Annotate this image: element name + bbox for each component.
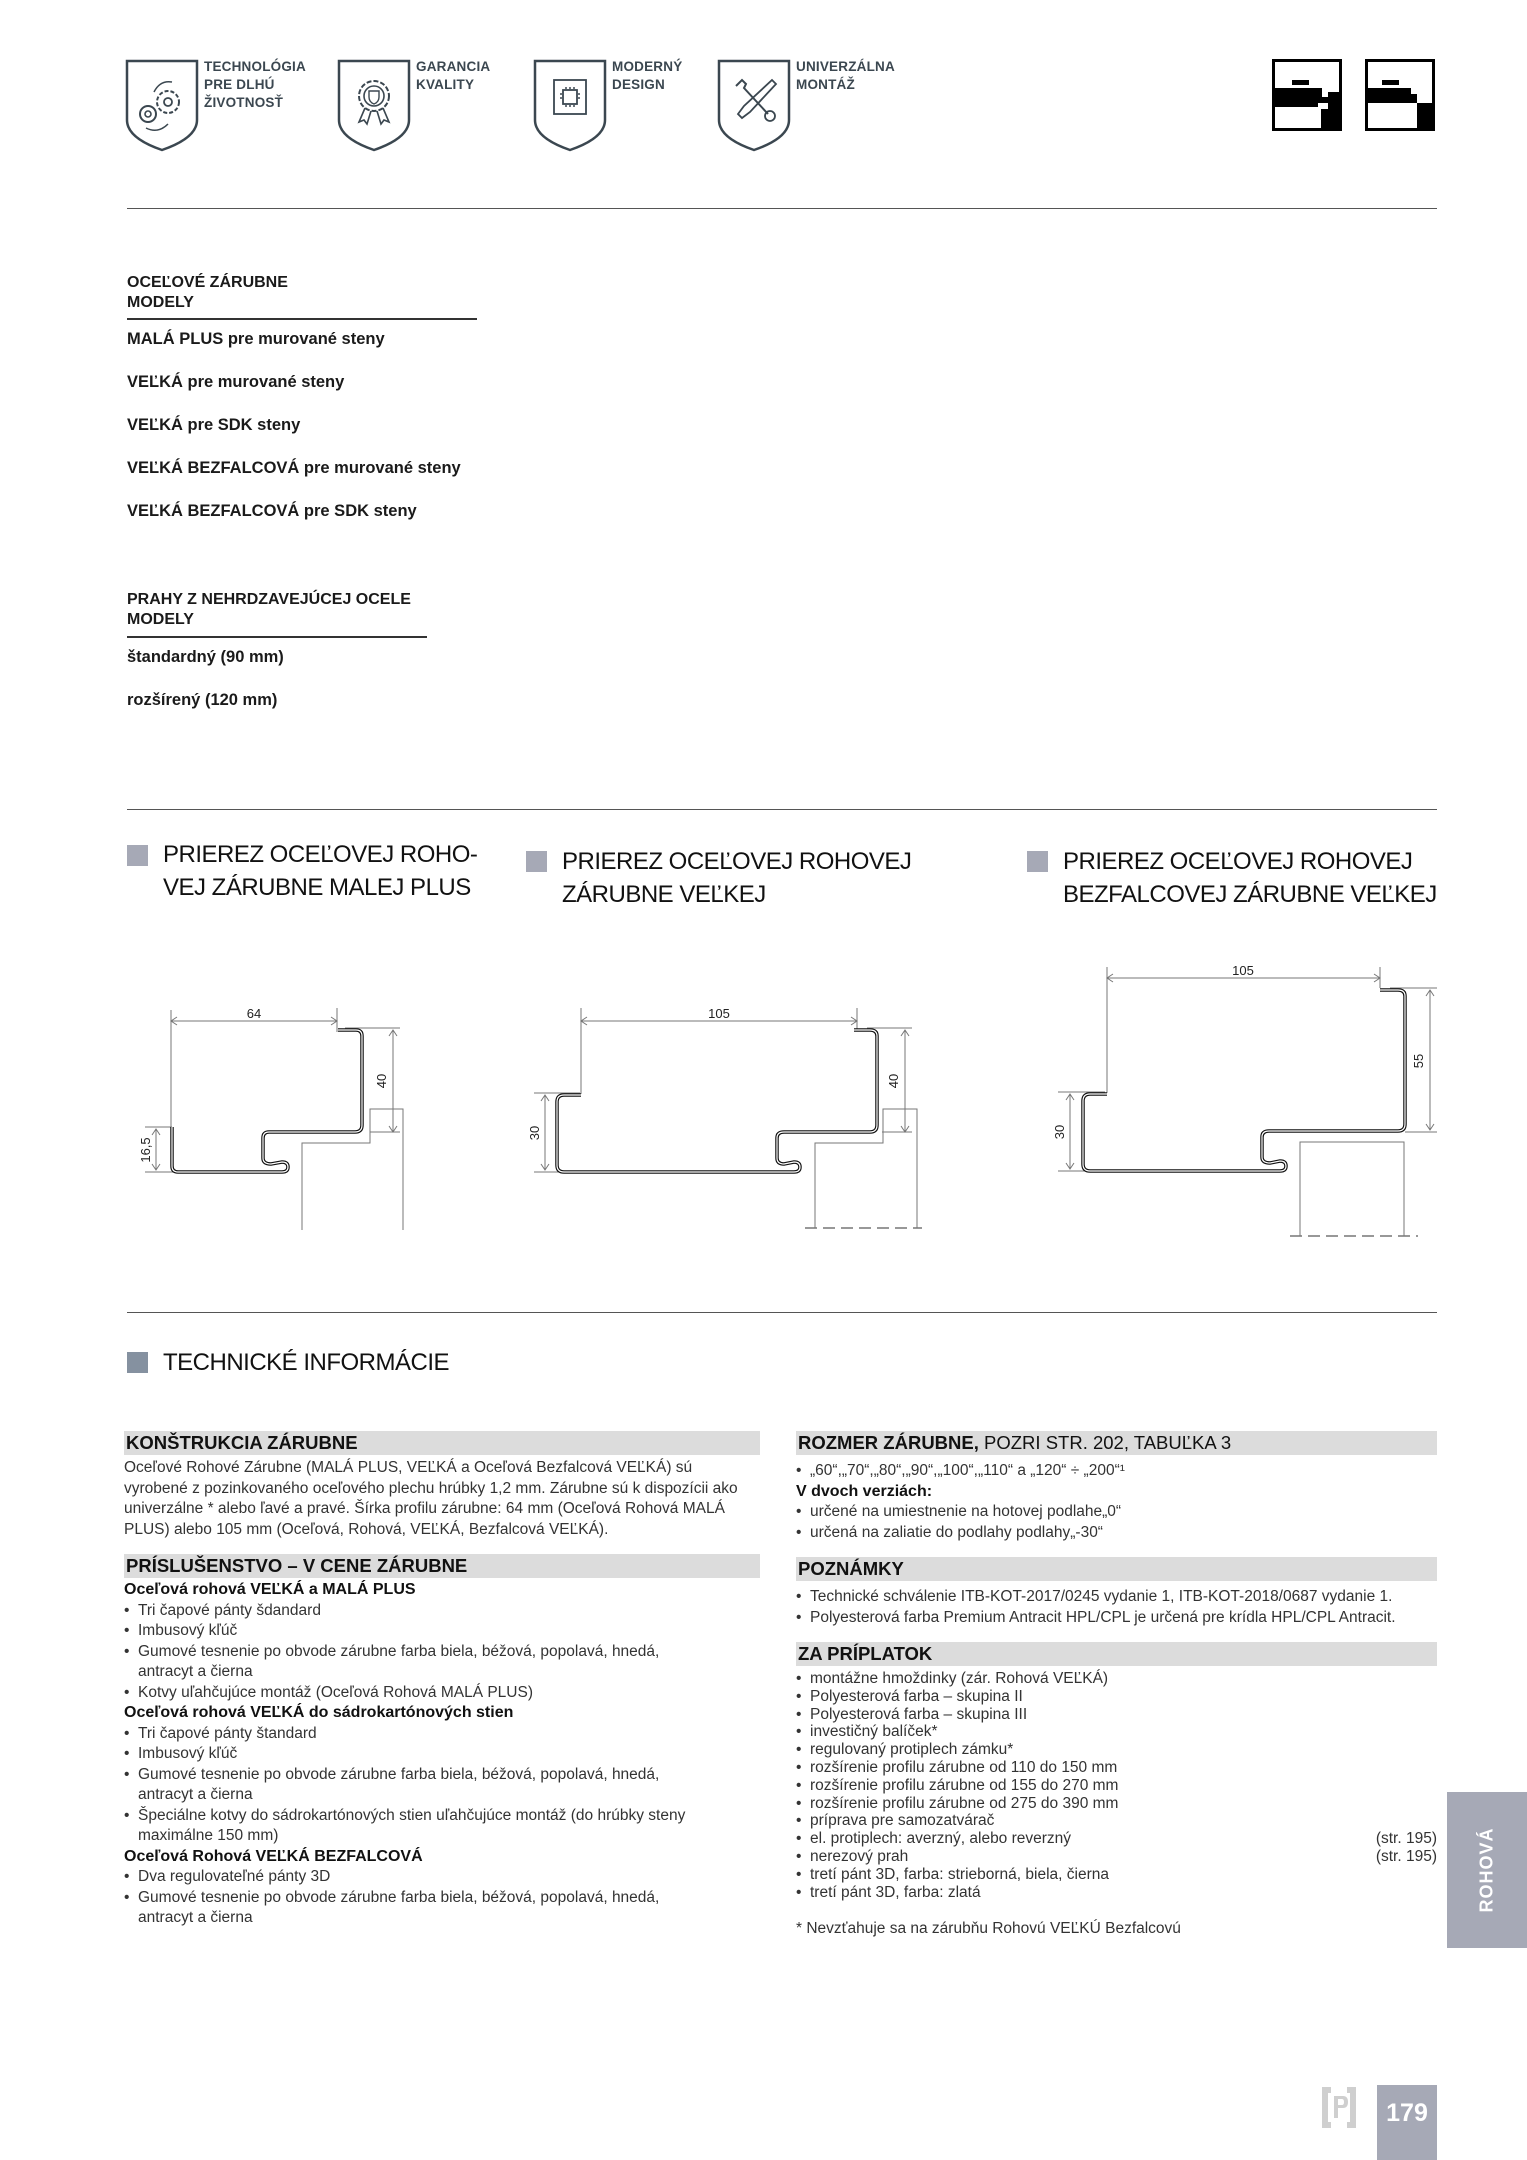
model-item: MALÁ PLUS pre murované steny <box>127 330 385 348</box>
threshold-item: štandardný (90 mm) <box>127 648 284 666</box>
footnote: * Nevzťahuje sa na zárubňu Rohovú VEĽKÚ Bezfalcovú <box>796 1920 1181 1938</box>
tech-info-title: TECHNICKÉ INFORMÁCIE <box>163 1349 450 1376</box>
accessories-groups <box>124 1580 760 1929</box>
dimension-width: 64 <box>246 1006 262 1021</box>
extra-item <box>796 1866 1437 1884</box>
extra-heading: ZA PRÍPLATOK <box>796 1642 1437 1666</box>
badge-label: GARANCIA KVALITY <box>416 59 491 92</box>
extra-item-text: regulovaný protiplech zámku* <box>810 1741 1014 1759</box>
accessory-group-title: Oceľová rohová VEĽKÁ a MALÁ PLUS <box>124 1581 416 1598</box>
extra-item-text: Polyesterová farba – skupina II <box>810 1687 1023 1705</box>
accessory-item: • Kotvy uľahčujúce montáž (Oceľová Rohová MALÁ PLUS) <box>124 1683 760 1704</box>
badge-label: MODERNÝ DESIGN <box>612 59 683 92</box>
badge-mounting <box>716 58 895 152</box>
extra-item <box>796 1812 1437 1830</box>
divider <box>127 208 1437 209</box>
accessory-item: • Dva regulovateľné pánty 3D <box>124 1867 760 1888</box>
gears-icon <box>124 58 200 152</box>
extra-item-text: rozšírenie profilu zárubne od 155 do 270 mm <box>810 1776 1119 1794</box>
extra-item-text: nerezový prah <box>810 1847 909 1865</box>
extra-item-text: tretí pánt 3D, farba: strieborná, biela, čierna <box>810 1865 1109 1883</box>
page-reference: (str. 195) <box>1375 1847 1437 1865</box>
extra-item-text: montážne hmoždinky (zár. Rohová VEĽKÁ) <box>810 1670 1109 1687</box>
accessory-item: • Gumové tesnenie po obvode zárubne farba biela, béžová, popolavá, hnedá, antracyt a čierna <box>124 1765 760 1806</box>
model-item: VEĽKÁ BEZFALCOVÁ pre SDK steny <box>127 502 417 520</box>
corner-frame-mount-icon-a <box>1272 59 1342 131</box>
corner-frame-mount-icon-b <box>1365 59 1435 131</box>
cross-section-title-2: PRIEREZ OCEĽOVEJ ROHOVEJ ZÁRUBNE VEĽKEJ <box>562 848 912 908</box>
quality-seal-icon <box>336 58 412 152</box>
models-heading: OCEĽOVÉ ZÁRUBNE MODELY <box>127 274 288 311</box>
note-item: • Polyesterová farba Premium Antracit HPL/CPL je určená pre krídla HPL/CPL Antracit. <box>796 1608 1437 1629</box>
accessory-group-title: Oceľová Rohová VEĽKÁ BEZFALCOVÁ <box>124 1847 423 1865</box>
extra-item <box>796 1706 1437 1724</box>
extra-item <box>796 1795 1437 1813</box>
extra-item <box>796 1884 1437 1902</box>
construction-heading: KONŠTRUKCIA ZÁRUBNE <box>124 1431 760 1455</box>
badge-label: UNIVERZÁLNA MONTÁŽ <box>796 59 895 92</box>
cross-section-drawing-mala-plus <box>120 980 460 1230</box>
dimension-height: 40 <box>374 1073 389 1089</box>
extra-item <box>796 1723 1437 1741</box>
extra-item-text: investičný balíček* <box>810 1723 938 1741</box>
notes-heading: POZNÁMKY <box>796 1557 1437 1581</box>
tech-left-column <box>124 1431 760 1929</box>
cross-section-title-3: PRIEREZ OCEĽOVEJ ROHOVEJ BEZFALCOVEJ ZÁRUBNE VEĽKEJ <box>1063 848 1437 908</box>
accessory-item: • Špeciálne kotvy do sádrokartónových stien uľahčujúce montáž (do hrúbky steny maximálne 150 mm) <box>124 1806 760 1847</box>
models-heading-rule <box>127 318 477 320</box>
model-item: VEĽKÁ pre murované steny <box>127 373 345 391</box>
tech-right-column <box>796 1431 1437 1940</box>
section-marker <box>127 1352 148 1373</box>
model-item: VEĽKÁ BEZFALCOVÁ pre murované steny <box>127 459 461 477</box>
cross-section-drawing-velka <box>510 980 930 1230</box>
dimension-left: 30 <box>527 1125 542 1141</box>
accessory-group-title: Oceľová rohová VEĽKÁ do sádrokartónových stien <box>124 1704 514 1721</box>
threshold-item: rozšírený (120 mm) <box>127 691 278 709</box>
extra-item-text: el. protiplech: averzný, alebo reverzný <box>810 1830 1072 1848</box>
page-reference: (str. 195) <box>1375 1830 1437 1848</box>
extra-item <box>796 1688 1437 1706</box>
chapter-tab[interactable]: ROHOVÁ <box>1447 1792 1527 1948</box>
page-number: 179 <box>1377 2085 1437 2160</box>
dimension-left: 16,5 <box>138 1137 153 1163</box>
divider <box>127 809 1437 810</box>
size-values: • „60“,„70“,„80“,„90“,„100“,„110“ a „120“ ÷ „200“¹ <box>796 1461 1437 1482</box>
dimension-left: 30 <box>1052 1124 1067 1140</box>
extra-item-text: príprava pre samozatvárač <box>810 1812 995 1830</box>
tools-icon <box>716 58 792 152</box>
thresholds-heading-rule <box>127 636 427 638</box>
dimension-width: 105 <box>1232 963 1254 978</box>
extra-item <box>796 1759 1437 1777</box>
chip-icon <box>532 58 608 152</box>
extra-item <box>796 1670 1437 1688</box>
extra-item <box>796 1741 1437 1759</box>
note-item: • Technické schválenie ITB-KOT-2017/0245 vydanie 1, ITB-KOT-2018/0687 vydanie 1. <box>796 1587 1437 1608</box>
dimension-height: 55 <box>1411 1053 1426 1069</box>
model-item: VEĽKÁ pre SDK steny <box>127 416 301 434</box>
badge-quality <box>336 58 490 152</box>
brand-logo-icon <box>1320 2085 1358 2130</box>
section-marker <box>127 845 148 866</box>
versions-title: V dvoch verziách: <box>796 1482 933 1500</box>
extra-item <box>796 1777 1437 1795</box>
extra-item-text: rozšírenie profilu zárubne od 275 do 390 mm <box>810 1794 1119 1812</box>
extra-item-text: rozšírenie profilu zárubne od 110 do 150 mm <box>810 1758 1118 1776</box>
thresholds-heading: PRAHY Z NEHRDZAVEJÚCEJ OCELE MODELY <box>127 591 411 628</box>
badge-design <box>532 58 682 152</box>
extra-item-text: tretí pánt 3D, farba: zlatá <box>810 1883 981 1901</box>
accessory-item: • Gumové tesnenie po obvode zárubne farba biela, béžová, popolavá, hnedá, antracyt a čierna <box>124 1888 760 1929</box>
extra-list <box>796 1670 1437 1901</box>
accessories-heading: PRÍSLUŠENSTVO – V CENE ZÁRUBNE <box>124 1554 760 1578</box>
extra-item <box>796 1830 1437 1848</box>
section-marker <box>526 851 547 872</box>
accessory-item: • Imbusový kľúč <box>124 1621 760 1642</box>
accessory-item: • Tri čapové pánty šdandard <box>124 1601 760 1622</box>
section-marker <box>1027 851 1048 872</box>
construction-text: Oceľové Rohové Zárubne (MALÁ PLUS, VEĽKÁ a Oceľová Bezfalcová VEĽKÁ) sú vyrobené z pozinkovaného oceľového plechu hrúbky 1,2 mm. Zárubne sú k dispozícii ako univerzálne * alebo ľavé a pravé. Šírka profilu zárubne: 64 mm (Oceľová Rohová MALÁ PLUS) alebo 105 mm (Oceľová, Rohová, VEĽKÁ, Bezfalcová VEĽKÁ). <box>124 1459 738 1538</box>
extra-item <box>796 1848 1437 1866</box>
cross-section-title-1: PRIEREZ OCEĽOVEJ ROHO- VEJ ZÁRUBNE MALEJ PLUS <box>163 841 478 901</box>
cross-section-drawing-velka-bezfalcova <box>1030 940 1450 1240</box>
dimension-width: 105 <box>708 1006 730 1021</box>
accessory-item: • Tri čapové pánty štandard <box>124 1724 760 1745</box>
accessory-item: • Gumové tesnenie po obvode zárubne farba biela, béžová, popolavá, hnedá, antracyt a čierna <box>124 1642 760 1683</box>
dimension-height: 40 <box>886 1073 901 1089</box>
accessory-item: • Imbusový kľúč <box>124 1744 760 1765</box>
extra-item-text: Polyesterová farba – skupina III <box>810 1705 1028 1723</box>
version-item: • určené na umiestnenie na hotovej podlahe„0“ <box>796 1502 1437 1523</box>
version-item: • určená na zaliatie do podlahy podlahy„-30“ <box>796 1523 1437 1544</box>
size-heading: ROZMER ZÁRUBNE, POZRI STR. 202, TABUĽKA 3 <box>796 1431 1437 1455</box>
badge-technology <box>124 58 306 152</box>
divider <box>127 1312 1437 1313</box>
badge-label: TECHNOLÓGIA PRE DLHÚ ŽIVOTNOSŤ <box>204 59 306 110</box>
